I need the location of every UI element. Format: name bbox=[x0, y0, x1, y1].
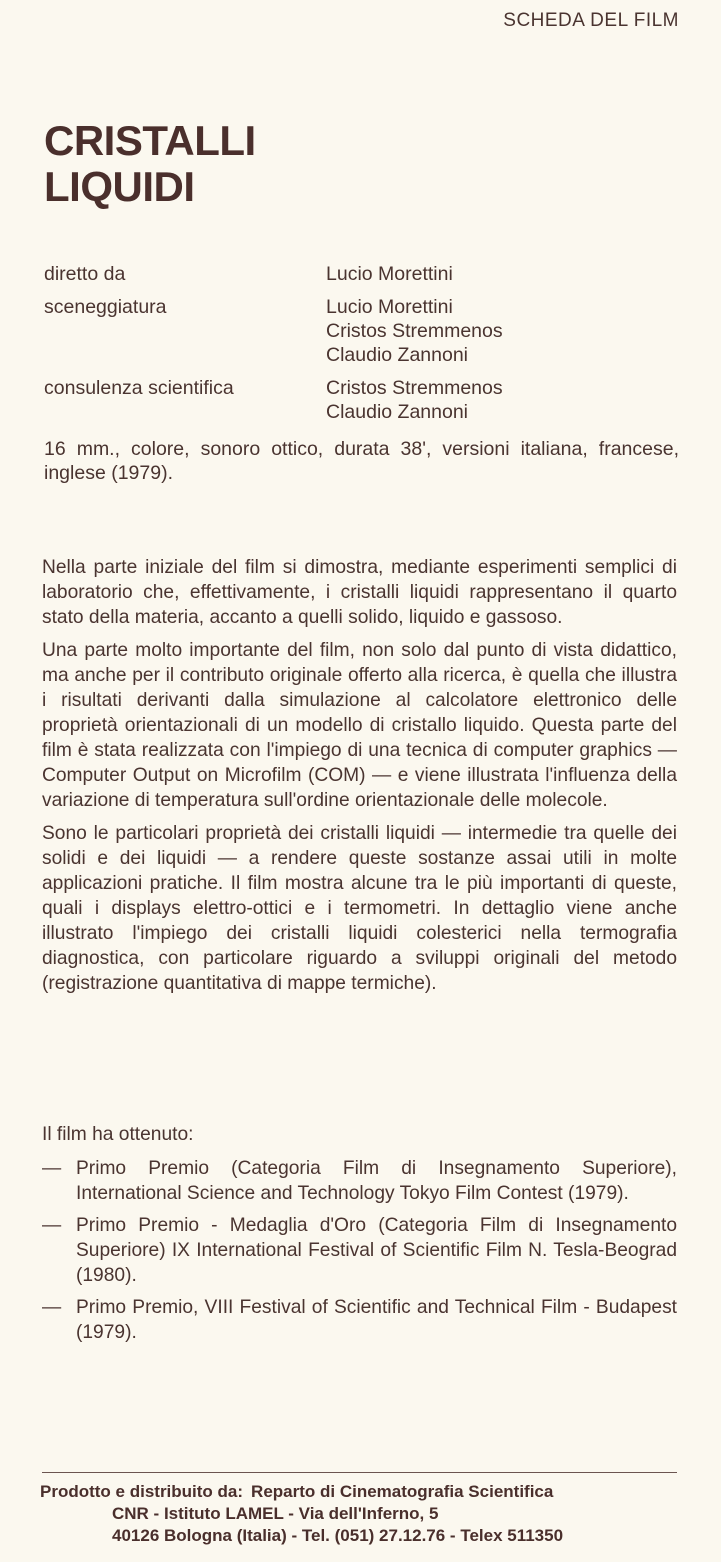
award-item bbox=[42, 1295, 677, 1345]
film-title bbox=[44, 118, 256, 210]
award-text: Primo Premio (Categoria Film di Insegnamento Superiore), International Science and Technology Tokyo Film Contest (1979). bbox=[76, 1158, 677, 1204]
dash-bullet: — bbox=[42, 1158, 62, 1179]
footer-producer-name: Reparto di Cinematografia Scientifica bbox=[251, 1482, 554, 1501]
footer-contact: 40126 Bologna (Italia) - Tel. (051) 27.12.76 - Telex 511350 bbox=[112, 1526, 564, 1545]
film-title-line-2: LIQUIDI bbox=[44, 163, 195, 210]
dash-bullet: — bbox=[42, 1215, 62, 1236]
producer-footer bbox=[40, 1481, 563, 1547]
award-item bbox=[42, 1213, 677, 1288]
footer-divider bbox=[42, 1472, 677, 1473]
sheet-header-label: SCHEDA DEL FILM bbox=[503, 10, 679, 31]
footer-address: CNR - Istituto LAMEL - Via dell'Inferno, 5 bbox=[112, 1504, 439, 1523]
credits-block bbox=[44, 262, 684, 433]
credit-name: Claudio Zannoni bbox=[326, 401, 469, 423]
dash-bullet: — bbox=[42, 1297, 62, 1318]
film-title-line-1: CRISTALLI bbox=[44, 117, 256, 164]
description-paragraph: Nella parte iniziale del film si dimostra, mediante esperimenti semplici di laboratorio che, effettivamente, i cristalli liquidi rappresentano il quarto stato della materia, accanto a quelli solido, liquido e gassoso. bbox=[42, 557, 677, 628]
footer-first-row bbox=[40, 1481, 563, 1503]
footer-label: Prodotto e distribuito da: bbox=[40, 1482, 244, 1501]
credit-name: Claudio Zannoni bbox=[326, 344, 469, 366]
description-paragraph: Sono le particolari proprietà dei cristalli liquidi — intermedie tra quelle dei solidi e dei liquidi — a rendere queste sostanze assai utili in molte applicazioni pratiche. Il film mostra alcune tra le più importanti di queste, quali i displays elettro-ottici e i termometri. In dettaglio viene anche illustrato l'impiego dei cristalli liquidi colesterici nella termografia diagnostica, con particolare riguardo a sviluppi originali del metodo (registrazione quantitativa di mappe termiche). bbox=[42, 823, 677, 994]
award-text: Primo Premio - Medaglia d'Oro (Categoria Film di Insegnamento Superiore) IX International Festival of Scientific Film N. Tesla-Beograd (1980). bbox=[76, 1215, 677, 1286]
credit-role: consulenza scientifica bbox=[44, 377, 234, 399]
credit-names bbox=[326, 295, 503, 367]
credit-name: Cristos Stremmenos bbox=[326, 320, 503, 342]
credit-row-scientific-advice bbox=[44, 376, 684, 424]
credit-names bbox=[326, 262, 453, 286]
credit-role: sceneggiatura bbox=[44, 296, 167, 318]
award-text: Primo Premio, VIII Festival of Scientific and Technical Film - Budapest (1979). bbox=[76, 1297, 677, 1343]
credit-name: Lucio Morettini bbox=[326, 263, 453, 285]
credit-name: Cristos Stremmenos bbox=[326, 377, 503, 399]
description-paragraph: Una parte molto importante del film, non solo dal punto di vista didattico, ma anche per il contributo originale offerto alla ricerca, è quella che illustra i risultati derivanti dalla simulazione al calcolatore elettronico delle proprietà orientazionali di un modello di cristallo liquido. Questa parte del film è stata realizzata con l'impiego di una tecnica di computer graphics — Computer Output on Microfilm (COM) — e viene illustrata l'influenza della variazione di temperatura sull'ordine orientazionale delle molecole. bbox=[42, 640, 677, 811]
film-description bbox=[42, 555, 677, 1004]
technical-specs: 16 mm., colore, sonoro ottico, durata 38', versioni italiana, francese, inglese (1979). bbox=[44, 438, 679, 484]
credit-name: Lucio Morettini bbox=[326, 296, 453, 318]
credit-row-director bbox=[44, 262, 684, 286]
credit-row-screenplay bbox=[44, 295, 684, 367]
awards-list bbox=[42, 1156, 677, 1352]
credit-role: diretto da bbox=[44, 263, 126, 285]
award-item bbox=[42, 1156, 677, 1206]
awards-intro: Il film ha ottenuto: bbox=[42, 1124, 194, 1145]
credit-names bbox=[326, 376, 503, 424]
